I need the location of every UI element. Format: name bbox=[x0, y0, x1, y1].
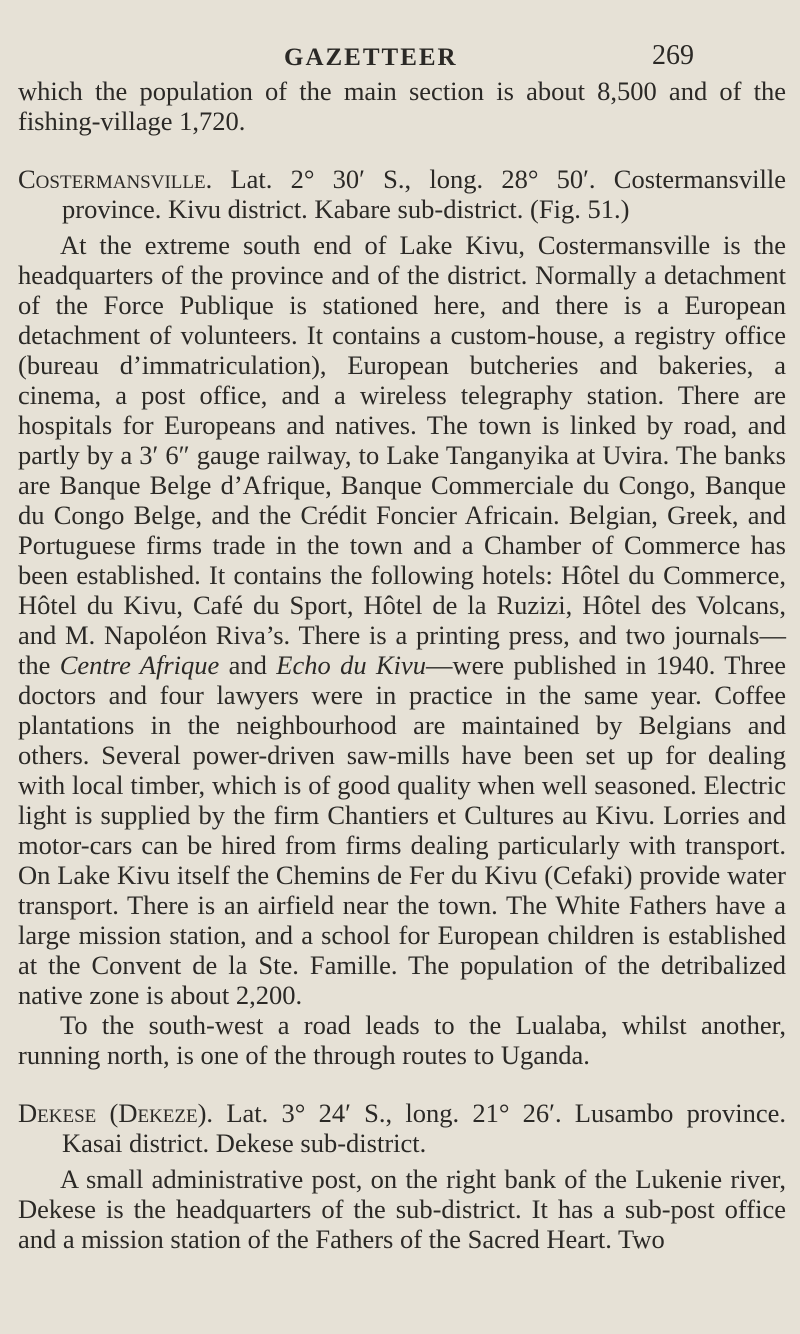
entry-spacer bbox=[18, 136, 786, 164]
continuation-paragraph: which the population of the main section is about 8,500 and of the fishing-village 1,720. bbox=[18, 76, 786, 136]
page-header bbox=[0, 38, 800, 78]
page-body bbox=[18, 76, 786, 1254]
running-title: GAZETTEER bbox=[284, 44, 458, 71]
paragraph-text: and bbox=[228, 650, 267, 680]
entry-paragraph: A small administrative post, on the right bank of the Lukenie river, Dekese is the headquarters of the sub-district. It has a sub-post office and a mission station of the Fathers of the Sacred Heart. Two bbox=[18, 1164, 786, 1254]
entry-spacer bbox=[18, 1070, 786, 1098]
entry-paragraph: To the south-west a road leads to the Lualaba, whilst another, running north, is one of the through routes to Uganda. bbox=[18, 1010, 786, 1070]
entry-location: Lat. 3° 24′ S., long. 21° 26′. Lusambo province. Kasai district. Dekese sub-district. bbox=[62, 1098, 787, 1158]
entry-heading-dekese bbox=[18, 1098, 786, 1158]
entry-alt-name: (Dekeze). bbox=[109, 1098, 214, 1128]
entry-name: Costermansville. bbox=[18, 164, 213, 194]
entry-heading-costermansville bbox=[18, 164, 786, 224]
page-number: 269 bbox=[652, 40, 694, 71]
paragraph-text: At the extreme south end of Lake Kivu, Costermansville is the headquarters of the province and of the district. Normally a detachment of the Force Publique is stationed here, and there is a European detachment of volunteers. It contains a custom-house, a registry office (bureau d’immatriculation), European butcheries and bakeries, a cinema, a post office, and a wireless telegraphy station. There are hospitals for Europeans and natives. The town is linked by road, and partly by a 3′ 6″ gauge railway, to Lake Tanganyika at Uvira. The banks are Banque Belge d’Afrique, Banque Commerciale du Congo, Banque du Congo Belge, and the Crédit Foncier Africain. Belgian, Greek, and Portuguese firms trade in the town and a Chamber of Commerce has been established. It contains the following hotels: Hôtel du Commerce, Hôtel du Kivu, Café du Sport, Hôtel de la Ruzizi, Hôtel des Volcans, and M. Napoléon Riva’s. There is a printing press, and two journals—the bbox=[18, 230, 786, 680]
entry-paragraph bbox=[18, 230, 786, 1010]
entry-location: Lat. 2° 30′ S., long. 28° 50′. Costermansville province. Kivu district. Kabare sub-district. (Fig. 51.) bbox=[62, 164, 786, 224]
journal-title: Echo du Kivu bbox=[276, 650, 427, 680]
journal-title: Centre Afrique bbox=[59, 650, 220, 680]
paragraph-text: —were published in 1940. Three doctors and four lawyers were in practice in the same year. Coffee plantations in the neighbourhood are maintained by Belgians and others. Several power-driven saw-mills have been set up for dealing with local timber, which is of good quality when well seasoned. Electric light is supplied by the firm Chantiers et Cultures au Kivu. Lorries and motor-cars can be hired from firms dealing particularly with transport. On Lake Kivu itself the Chemins de Fer du Kivu (Cefaki) provide water transport. There is an airfield near the town. The White Fathers have a large mission station, and a school for European children is established at the Convent de la Ste. Famille. The population of the detribalized native zone is about 2,200. bbox=[18, 650, 787, 1010]
entry-name: Dekese bbox=[18, 1098, 97, 1128]
